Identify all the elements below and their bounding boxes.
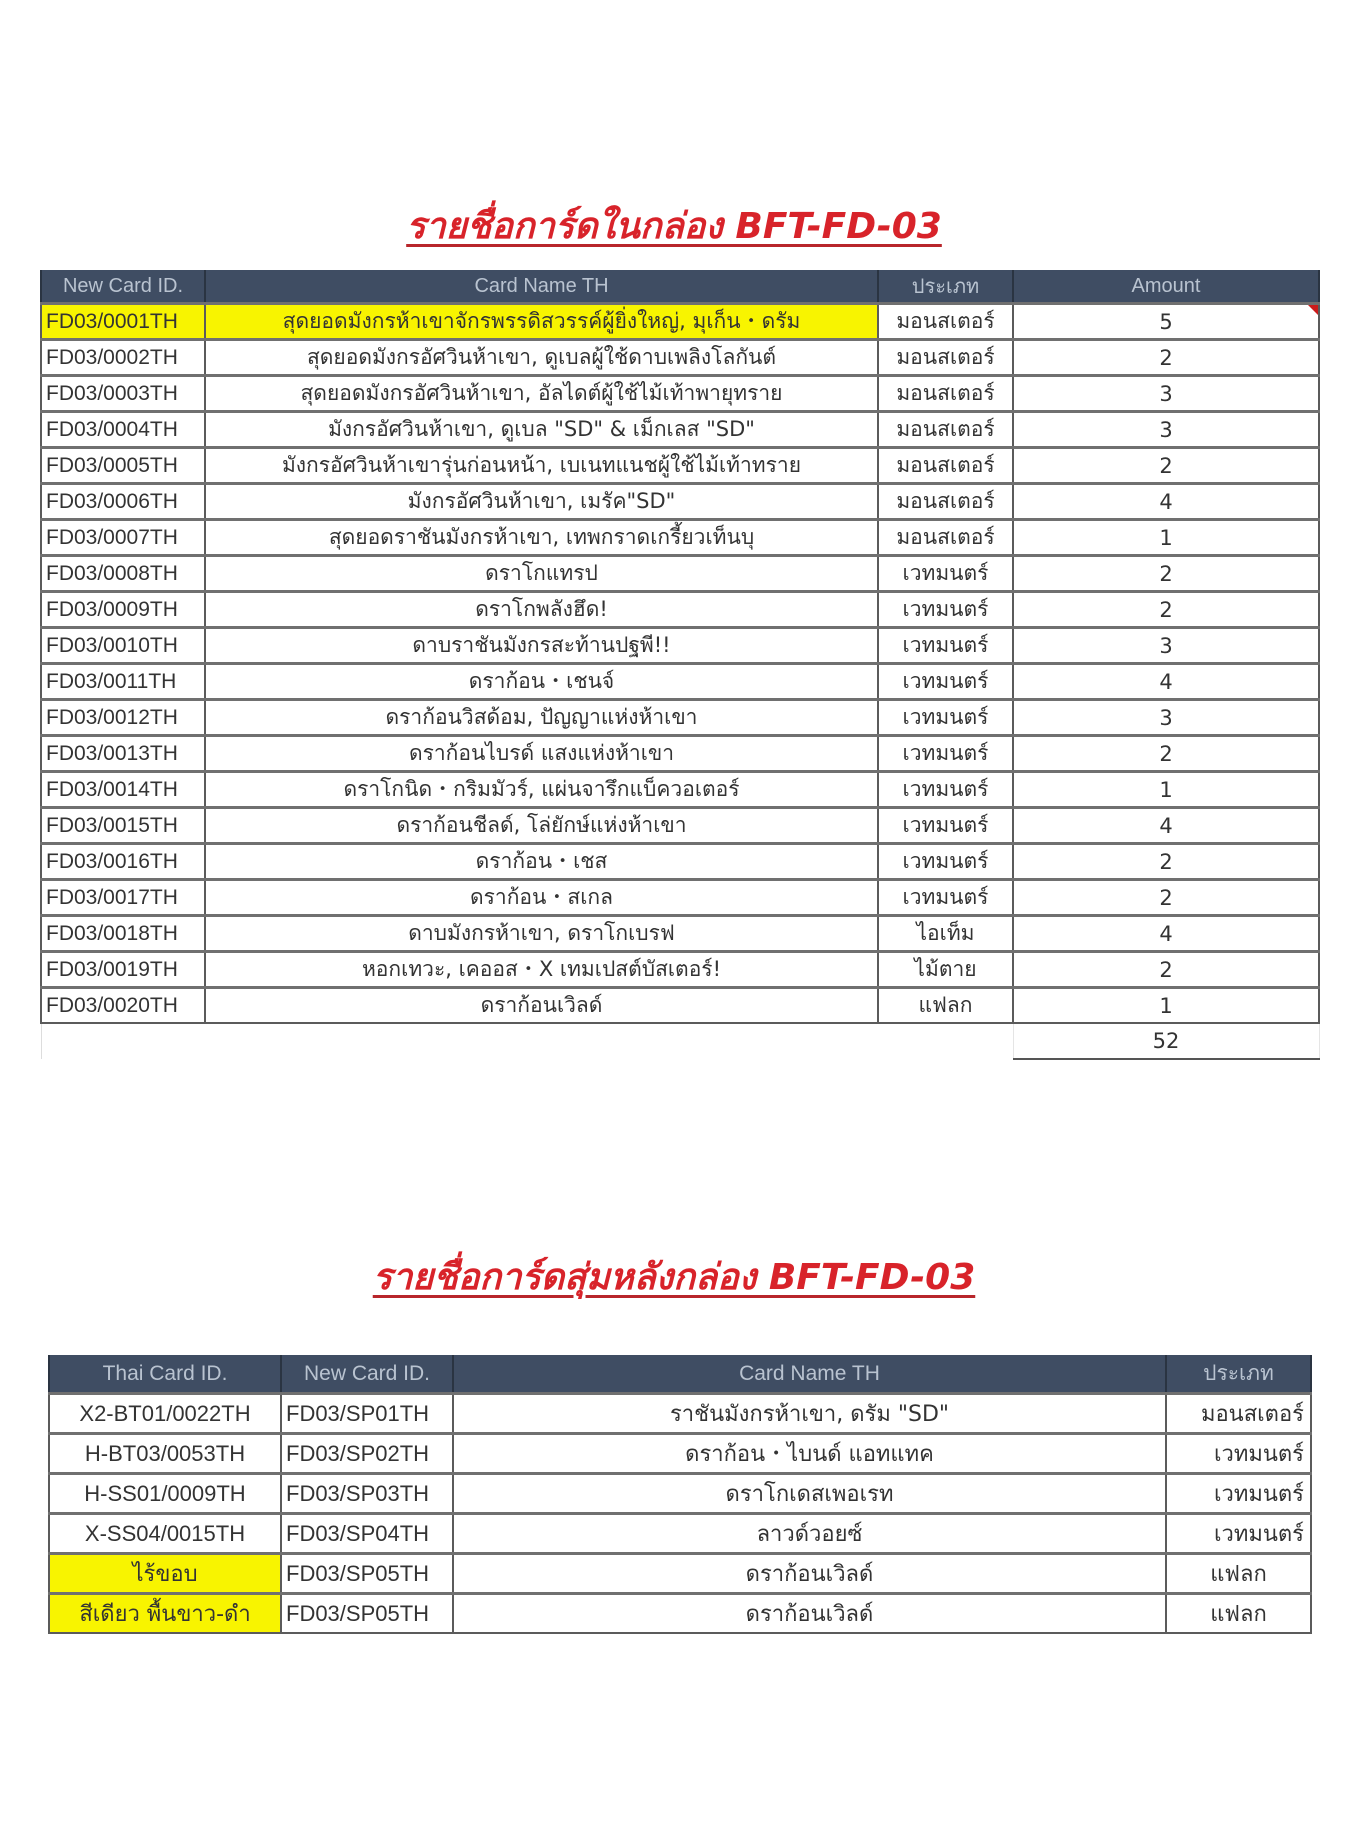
card-type-cell[interactable]: เวทมนตร์ <box>878 700 1013 736</box>
table-row <box>41 664 1319 700</box>
card-amount-cell[interactable]: 2 <box>1013 556 1319 592</box>
card-amount-cell[interactable]: 2 <box>1013 844 1319 880</box>
table-row <box>41 844 1319 880</box>
card-name-cell[interactable]: ลาวด์วอยซ์ <box>453 1514 1166 1554</box>
card-id-cell[interactable]: FD03/0009TH <box>41 592 205 628</box>
card-list-title: รายชื่อการ์ดในกล่อง BFT-FD-03 <box>406 206 942 247</box>
card-type-cell[interactable]: มอนสเตอร์ <box>878 448 1013 484</box>
card-type-cell[interactable]: เวทมนตร์ <box>878 772 1013 808</box>
header-type: ประเภท <box>1166 1355 1311 1394</box>
empty-cell[interactable] <box>878 1023 1013 1059</box>
card-id-cell[interactable]: FD03/0005TH <box>41 448 205 484</box>
table-row <box>41 592 1319 628</box>
card-amount-cell[interactable]: 2 <box>1013 340 1319 376</box>
card-type-cell[interactable]: เวทมนตร์ <box>1166 1514 1311 1554</box>
new-card-id-cell[interactable]: FD03/SP05TH <box>281 1554 453 1594</box>
card-name-cell[interactable]: ดราก้อนเวิลด์ <box>453 1554 1166 1594</box>
card-name-cell[interactable]: สุดยอดมังกรอัศวินห้าเขา, อัลไดต์ผู้ใช้ไม้เท้าพายุทราย <box>205 376 878 412</box>
new-card-id-cell[interactable]: FD03/SP04TH <box>281 1514 453 1554</box>
random-card-list-title: รายชื่อการ์ดสุ่มหลังกล่อง BFT-FD-03 <box>372 1257 976 1298</box>
card-name-cell[interactable]: ดราโกเดสเพอเรท <box>453 1474 1166 1514</box>
card-type-cell[interactable]: มอนสเตอร์ <box>878 520 1013 556</box>
card-type-cell[interactable]: เวทมนตร์ <box>878 808 1013 844</box>
card-type-cell[interactable]: เวทมนตร์ <box>878 664 1013 700</box>
table-header-row <box>41 270 1319 304</box>
card-type-cell[interactable]: มอนสเตอร์ <box>878 376 1013 412</box>
thai-card-id-cell[interactable]: X-SS04/0015TH <box>49 1514 281 1554</box>
card-type-cell[interactable]: มอนสเตอร์ <box>878 340 1013 376</box>
card-amount-cell[interactable]: 2 <box>1013 592 1319 628</box>
card-amount-cell[interactable]: 2 <box>1013 448 1319 484</box>
table-row <box>41 952 1319 988</box>
thai-card-id-cell[interactable]: X2-BT01/0022TH <box>49 1394 281 1434</box>
table-row <box>41 628 1319 664</box>
table-row <box>41 988 1319 1024</box>
card-type-cell[interactable]: ไม้ตาย <box>878 952 1013 988</box>
card-name-cell[interactable]: สุดยอดมังกรห้าเขาจักรพรรดิสวรรค์ผู้ยิ่งใหญ่, มุเก็น・ดรัม <box>205 304 878 340</box>
card-name-cell[interactable]: ดราก้อนเวิลด์ <box>453 1594 1166 1634</box>
card-name-cell[interactable]: หอกเทวะ, เคออส・X เทมเปสต์บัสเตอร์! <box>205 952 878 988</box>
card-id-cell[interactable]: FD03/0011TH <box>41 664 205 700</box>
total-row <box>41 1023 1319 1059</box>
card-type-cell[interactable]: มอนสเตอร์ <box>878 412 1013 448</box>
card-amount-cell[interactable]: 4 <box>1013 916 1319 952</box>
card-id-cell[interactable]: FD03/0014TH <box>41 772 205 808</box>
header-thai-card-id: Thai Card ID. <box>49 1355 281 1394</box>
table-row <box>49 1434 1311 1474</box>
table-row <box>41 412 1319 448</box>
card-type-cell[interactable]: เวทมนตร์ <box>1166 1474 1311 1514</box>
card-name-cell[interactable]: มังกรอัศวินห้าเขา, เมรัค"SD" <box>205 484 878 520</box>
table-row <box>41 340 1319 376</box>
header-card-name: Card Name TH <box>453 1355 1166 1394</box>
card-name-cell[interactable]: มังกรอัศวินห้าเขา, ดูเบล "SD" & เม็กเลส "SD" <box>205 412 878 448</box>
amount-value: 5 <box>1159 309 1173 334</box>
card-amount-cell[interactable]: 4 <box>1013 808 1319 844</box>
new-card-id-cell[interactable]: FD03/SP02TH <box>281 1434 453 1474</box>
card-id-cell[interactable]: FD03/0010TH <box>41 628 205 664</box>
table-row <box>49 1514 1311 1554</box>
card-name-cell[interactable]: ดราก้อนไบรด์ แสงแห่งห้าเขา <box>205 736 878 772</box>
card-name-cell[interactable]: ดราโกพลังฮึด! <box>205 592 878 628</box>
random-card-table <box>48 1355 1312 1634</box>
comment-indicator-icon[interactable] <box>1308 305 1318 315</box>
table-row <box>41 772 1319 808</box>
card-id-cell[interactable]: FD03/0008TH <box>41 556 205 592</box>
card-type-cell[interactable]: เวทมนตร์ <box>878 844 1013 880</box>
table-row <box>41 880 1319 916</box>
card-name-cell[interactable]: ดราก้อน・สเกล <box>205 880 878 916</box>
card-name-cell[interactable]: ดาบราชันมังกรสะท้านปฐพี!! <box>205 628 878 664</box>
card-name-cell[interactable]: สุดยอดมังกรอัศวินห้าเขา, ดูเบลผู้ใช้ดาบเพลิงโลกันต์ <box>205 340 878 376</box>
card-name-cell[interactable]: ดราก้อนชีลด์, โล่ยักษ์แห่งห้าเขา <box>205 808 878 844</box>
table-row <box>41 376 1319 412</box>
card-name-cell[interactable]: ดราโกนิด・กริมมัวร์, แผ่นจารึกแบ็ควอเตอร์ <box>205 772 878 808</box>
card-type-cell[interactable]: เวทมนตร์ <box>878 592 1013 628</box>
card-amount-cell[interactable]: 1 <box>1013 520 1319 556</box>
card-name-cell[interactable]: ดาบมังกรห้าเขา, ดราโกเบรฟ <box>205 916 878 952</box>
card-amount-cell[interactable]: 3 <box>1013 628 1319 664</box>
card-list-table <box>40 270 1320 1060</box>
card-type-cell[interactable]: แฟลก <box>1166 1594 1311 1634</box>
card-name-cell[interactable]: ราชันมังกรห้าเขา, ดรัม "SD" <box>453 1394 1166 1434</box>
header-amount: Amount <box>1013 270 1319 304</box>
card-amount-cell[interactable]: 2 <box>1013 952 1319 988</box>
table-row <box>41 484 1319 520</box>
empty-cell[interactable] <box>41 1023 205 1059</box>
card-amount-cell[interactable]: 1 <box>1013 772 1319 808</box>
card-name-cell[interactable]: มังกรอัศวินห้าเขารุ่นก่อนหน้า, เบเนทแนชผู้ใช้ไม้เท้าทราย <box>205 448 878 484</box>
header-new-card-id: New Card ID. <box>41 270 205 304</box>
card-id-cell[interactable]: FD03/0020TH <box>41 988 205 1024</box>
card-id-cell[interactable]: FD03/0019TH <box>41 952 205 988</box>
table-row <box>49 1594 1311 1634</box>
new-card-id-cell[interactable]: FD03/SP03TH <box>281 1474 453 1514</box>
card-amount-cell[interactable]: 2 <box>1013 736 1319 772</box>
card-amount-cell[interactable]: 3 <box>1013 376 1319 412</box>
card-type-cell[interactable]: เวทมนตร์ <box>878 736 1013 772</box>
card-type-cell[interactable]: มอนสเตอร์ <box>1166 1394 1311 1434</box>
table-row <box>49 1474 1311 1514</box>
card-id-cell[interactable]: FD03/0017TH <box>41 880 205 916</box>
header-type: ประเภท <box>878 270 1013 304</box>
card-amount-cell[interactable] <box>1013 304 1319 340</box>
table-row <box>41 700 1319 736</box>
new-card-id-cell[interactable]: FD03/SP05TH <box>281 1594 453 1634</box>
table-row <box>41 556 1319 592</box>
card-id-cell[interactable]: FD03/0015TH <box>41 808 205 844</box>
table-row <box>41 808 1319 844</box>
card-id-cell[interactable]: FD03/0018TH <box>41 916 205 952</box>
card-id-cell[interactable]: FD03/0001TH <box>41 304 205 340</box>
card-id-cell[interactable]: FD03/0016TH <box>41 844 205 880</box>
card-type-cell[interactable]: เวทมนตร์ <box>1166 1434 1311 1474</box>
card-id-cell[interactable]: FD03/0007TH <box>41 520 205 556</box>
table-row <box>49 1394 1311 1434</box>
card-name-cell[interactable]: ดราก้อนเวิลด์ <box>205 988 878 1024</box>
card-name-cell[interactable]: ดราก้อน・ไบนด์ แอทแทค <box>453 1434 1166 1474</box>
card-amount-cell[interactable]: 2 <box>1013 880 1319 916</box>
card-type-cell[interactable]: เวทมนตร์ <box>878 556 1013 592</box>
card-name-cell[interactable]: ดราโกแทรป <box>205 556 878 592</box>
table-row <box>41 916 1319 952</box>
thai-card-id-cell[interactable]: ไร้ขอบ <box>49 1554 281 1594</box>
card-name-cell[interactable]: ดราก้อน・เชนจ์ <box>205 664 878 700</box>
card-amount-cell[interactable]: 4 <box>1013 484 1319 520</box>
table-row <box>41 304 1319 340</box>
card-name-cell[interactable]: สุดยอดราชันมังกรห้าเขา, เทพกราดเกรี้ยวเท็นบุ <box>205 520 878 556</box>
table-row <box>41 736 1319 772</box>
table-row <box>49 1554 1311 1594</box>
table-row <box>41 520 1319 556</box>
card-type-cell[interactable]: เวทมนตร์ <box>878 880 1013 916</box>
card-type-cell[interactable]: มอนสเตอร์ <box>878 484 1013 520</box>
card-type-cell[interactable]: มอนสเตอร์ <box>878 304 1013 340</box>
card-type-cell[interactable]: เวทมนตร์ <box>878 628 1013 664</box>
card-id-cell[interactable]: FD03/0012TH <box>41 700 205 736</box>
card-type-cell[interactable]: ไอเท็ม <box>878 916 1013 952</box>
card-amount-cell[interactable]: 4 <box>1013 664 1319 700</box>
header-card-name: Card Name TH <box>205 270 878 304</box>
card-name-cell[interactable]: ดราก้อน・เชส <box>205 844 878 880</box>
thai-card-id-cell[interactable]: H-BT03/0053TH <box>49 1434 281 1474</box>
new-card-id-cell[interactable]: FD03/SP01TH <box>281 1394 453 1434</box>
table-header-row <box>49 1355 1311 1394</box>
card-amount-cell[interactable]: 3 <box>1013 412 1319 448</box>
card-amount-cell[interactable]: 3 <box>1013 700 1319 736</box>
thai-card-id-cell[interactable]: H-SS01/0009TH <box>49 1474 281 1514</box>
table-row <box>41 448 1319 484</box>
empty-cell[interactable] <box>205 1023 878 1059</box>
card-amount-cell[interactable]: 1 <box>1013 988 1319 1024</box>
thai-card-id-cell[interactable]: สีเดียว พื้นขาว-ดำ <box>49 1594 281 1634</box>
card-type-cell[interactable]: แฟลก <box>878 988 1013 1024</box>
card-id-cell[interactable]: FD03/0002TH <box>41 340 205 376</box>
card-name-cell[interactable]: ดราก้อนวิสด้อม, ปัญญาแห่งห้าเขา <box>205 700 878 736</box>
card-id-cell[interactable]: FD03/0004TH <box>41 412 205 448</box>
header-new-card-id: New Card ID. <box>281 1355 453 1394</box>
total-amount-cell[interactable]: 52 <box>1013 1023 1319 1059</box>
card-id-cell[interactable]: FD03/0006TH <box>41 484 205 520</box>
card-id-cell[interactable]: FD03/0003TH <box>41 376 205 412</box>
card-id-cell[interactable]: FD03/0013TH <box>41 736 205 772</box>
card-type-cell[interactable]: แฟลก <box>1166 1554 1311 1594</box>
